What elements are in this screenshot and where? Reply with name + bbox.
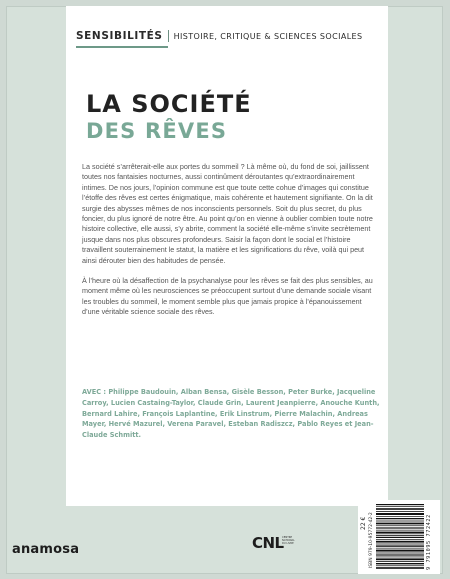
cnl-logo xyxy=(252,524,296,564)
text-panel xyxy=(66,6,388,506)
book-title-line1: LA SOCIÉTÉ xyxy=(86,90,252,118)
blurb xyxy=(82,162,380,328)
isbn-label: ISBN 979-10-95772-42-2 xyxy=(369,512,374,568)
blurb-paragraph-2: À l’heure où la désaffection de la psychanalyse pour les rêves se fait des plus sensibles, au moment même où les neurosciences se préoccupent surtout d’une demande sociale visant les troubles du sommeil, le moment semble plus que jamais propice à l’épanouissement d’une véritable science sociale des rêves. xyxy=(82,276,373,317)
contributors-list: AVEC : Philippe Baudouin, Alban Bensa, Gisèle Besson, Peter Burke, Jacqueline Carroy, Lucien Castaing-Taylor, Claude Grin, Laurent Jeanpierre, Anouche Kunth, Bernard Lahire, François Laplantine, Erik Linstrum, Pierre Malachin, Andreas Mayer, Hervé Mazurel, Verena Paravel, Esteban Radiszcz, Pablo Reyes et Jean-Claude Schmitt. xyxy=(82,388,380,440)
cnl-caption: CENTRE NATIONAL DU LIVRE xyxy=(282,536,295,545)
book-back-cover xyxy=(6,6,443,574)
price-label: 22 € xyxy=(360,516,367,530)
book-title-line2: DES RÊVES xyxy=(86,119,228,143)
series-brand: SENSIBILITÉS xyxy=(76,30,163,42)
barcode-digits: 9 791095 772422 xyxy=(426,514,432,570)
cnl-mark: CNL xyxy=(252,534,284,552)
barcode-icon xyxy=(376,504,424,570)
barcode-area xyxy=(358,500,440,574)
series-subtitle: HISTOIRE, CRITIQUE & SCIENCES SOCIALES xyxy=(173,31,363,41)
publisher-logo: anamosa xyxy=(12,542,80,557)
series-header xyxy=(76,28,376,44)
blurb-paragraph-1: La société s’arrêterait-elle aux portes du sommeil ? Là même où, du fond de soi, jaillissent toutes nos fantaisies nocturnes, aussi continûment déroutantes qu’extraordinairement intimes. De nos jours, l’opinion commune est que toute cette cohue d’images qui constitue l’étoffe des rêves est certes énigmatique, mais cohérente et hautement signifiante. On la dit surgie des abysses mêmes de nos inconscients personnels. Soit du plus secret, du plus foncier, du plus ignoré de notre être. Au point qu’on en vienne à oublier combien toute notre histoire collective, elle aussi, s’y abrite, comment la société elle-même s’invite secrètement jusque dans nos plus obscures profondeurs. Saisir la façon dont le social et l’histoire travaillent souterrainement le statut, la matière et les significations du rêve, voilà qui peut ainsi dérouter bien des habitudes de pensée. xyxy=(82,162,373,265)
series-underline xyxy=(76,46,168,48)
series-separator xyxy=(168,30,169,42)
